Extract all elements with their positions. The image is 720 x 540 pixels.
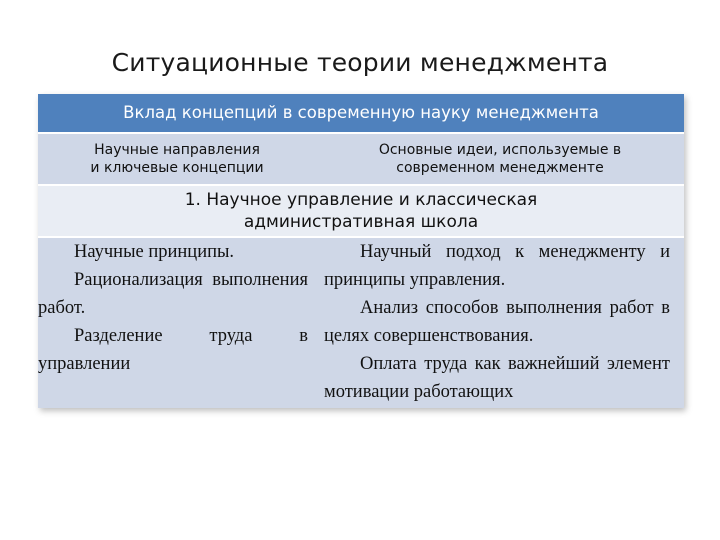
concepts-table — [38, 94, 684, 408]
column-header-directions: Научные направления и ключевые концепции — [90, 142, 264, 176]
right-paragraph: Оплата труда как важнейший элемент мотивации работающих — [324, 354, 670, 402]
table-header: Вклад концепций в современную науку менеджмента — [38, 94, 684, 134]
column-header-ideas: Основные идеи, используемые в современном менеджменте — [378, 142, 622, 176]
section-title: 1. Научное управление и классическая административная школа — [38, 186, 684, 238]
directions-cell — [38, 238, 314, 406]
left-paragraph: Разделение труда в управлении — [38, 326, 308, 374]
ideas-cell — [314, 238, 682, 406]
table-body-row — [38, 238, 684, 408]
right-paragraph: Научный подход к менеджменту и принципы управления. — [324, 242, 670, 290]
column-headers — [38, 134, 684, 186]
left-paragraph: Научные принципы. — [74, 242, 235, 262]
slide-title: Ситуационные теории менеджмента — [111, 48, 609, 77]
left-paragraph: Рационализация выполнения работ. — [38, 270, 308, 318]
right-paragraph: Анализ способов выполнения работ в целях совершенствования. — [324, 298, 670, 346]
